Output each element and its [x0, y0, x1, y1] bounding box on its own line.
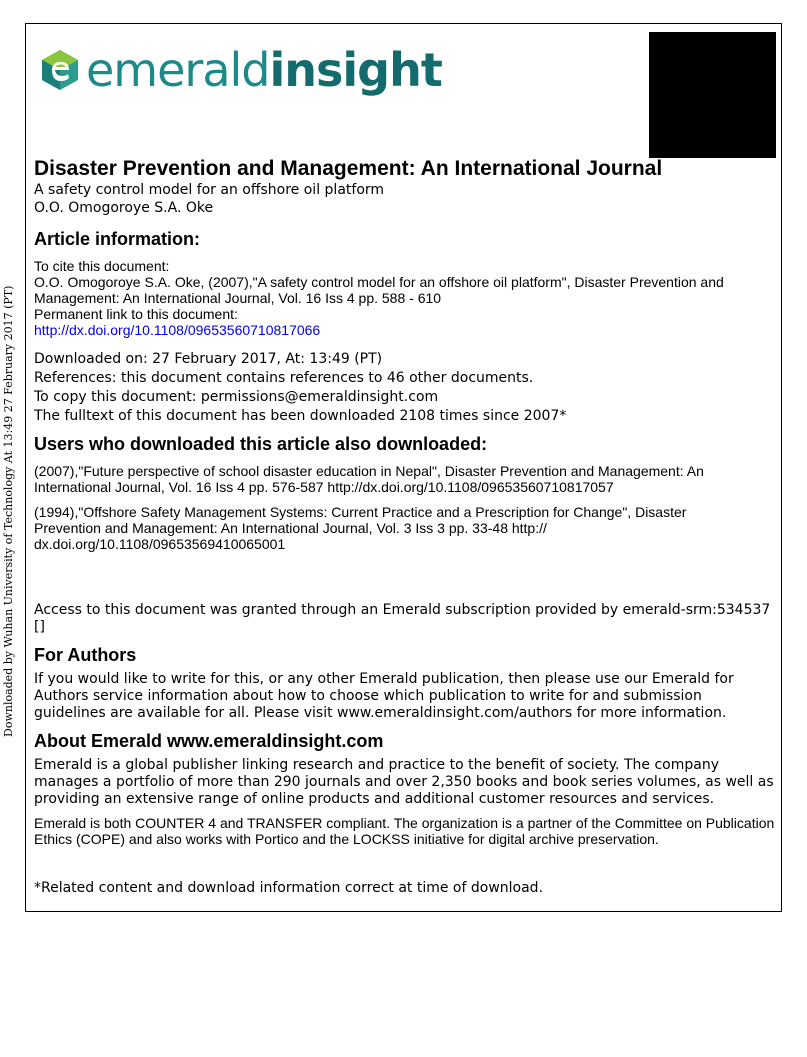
also-downloaded-item: (1994),"Offshore Safety Management Systems: Current Practice and a Prescription for Change", Disaster Prevention and Management: An International Journal, Vol. 3 Iss 3 pp. 33-48 http:// dx.doi.org/10.1108/09653569410065001 [34, 504, 687, 552]
logo-word-insight: insight [269, 43, 442, 97]
article-info-heading: Article information: [34, 229, 201, 249]
downloaded-on: Downloaded on: 27 February 2017, At: 13:49 (PT) [34, 351, 383, 367]
access-statement: Access to this document was granted through an Emerald subscription provided by emerald-srm:534537 [] [34, 602, 771, 635]
references-count: References: this document contains references to 46 other documents. [34, 370, 534, 386]
also-downloaded-item: (2007),"Future perspective of school disaster education in Nepal", Disaster Prevention and Management: An International Journal, Vol. 16 Iss 4 pp. 576-587 http://dx.doi.org/10.1108/09653560710817057 [34, 463, 704, 495]
download-watermark: Downloaded by Wuhan University of Technology At 13:49 27 February 2017 (PT) [2, 285, 15, 737]
fulltext-count: The fulltext of this document has been downloaded 2108 times since 2007* [34, 408, 567, 424]
about-emerald-heading: About Emerald www.emeraldinsight.com [34, 731, 384, 751]
logo-wordmark [86, 43, 442, 97]
permanent-link[interactable]: http://dx.doi.org/10.1108/09653560710817066 [34, 322, 321, 338]
about-emerald-text: Emerald is a global publisher linking research and practice to the benefit of society. The company manages a portfolio of more than 290 journals and over 2,350 books and book series volumes, as well as providing an extensive range of online products and additional customer resources and services. [34, 757, 774, 807]
journal-title: Disaster Prevention and Management: An International Journal [34, 157, 663, 180]
for-authors-text: If you would like to write for this, or any other Emerald publication, then please use our Emerald for Authors service information about how to choose which publication to write for and submission guidelines are available for all. Please visit www.emeraldinsight.com/authors for more information. [34, 671, 734, 721]
emerald-insight-logo [40, 44, 442, 96]
footnote: *Related content and download information correct at time of download. [34, 880, 544, 896]
citation: O.O. Omogoroye S.A. Oke, (2007),"A safety control model for an offshore oil platform", Disaster Prevention and Management: An International Journal, Vol. 16 Iss 4 pp. 588 - 610 [34, 274, 724, 306]
cite-label: To cite this document: [34, 258, 170, 274]
permanent-link-label: Permanent link to this document: [34, 306, 238, 322]
copy-info: To copy this document: permissions@emeraldinsight.com [34, 389, 439, 405]
logo-word-emerald: emerald [86, 43, 270, 97]
for-authors-heading: For Authors [34, 645, 137, 665]
article-title: A safety control model for an offshore oil platform [34, 182, 385, 198]
journal-cover-image [649, 32, 776, 158]
authors: O.O. Omogoroye S.A. Oke [34, 200, 214, 216]
emerald-logo-icon [40, 48, 80, 92]
about-emerald-compliance: Emerald is both COUNTER 4 and TRANSFER compliant. The organization is a partner of the Committee on Publication Ethics (COPE) and also works with Portico and the LOCKSS initiative for digital archive preservation. [34, 815, 775, 847]
article-front-matter [34, 156, 776, 897]
also-downloaded-heading: Users who downloaded this article also downloaded: [34, 434, 488, 454]
